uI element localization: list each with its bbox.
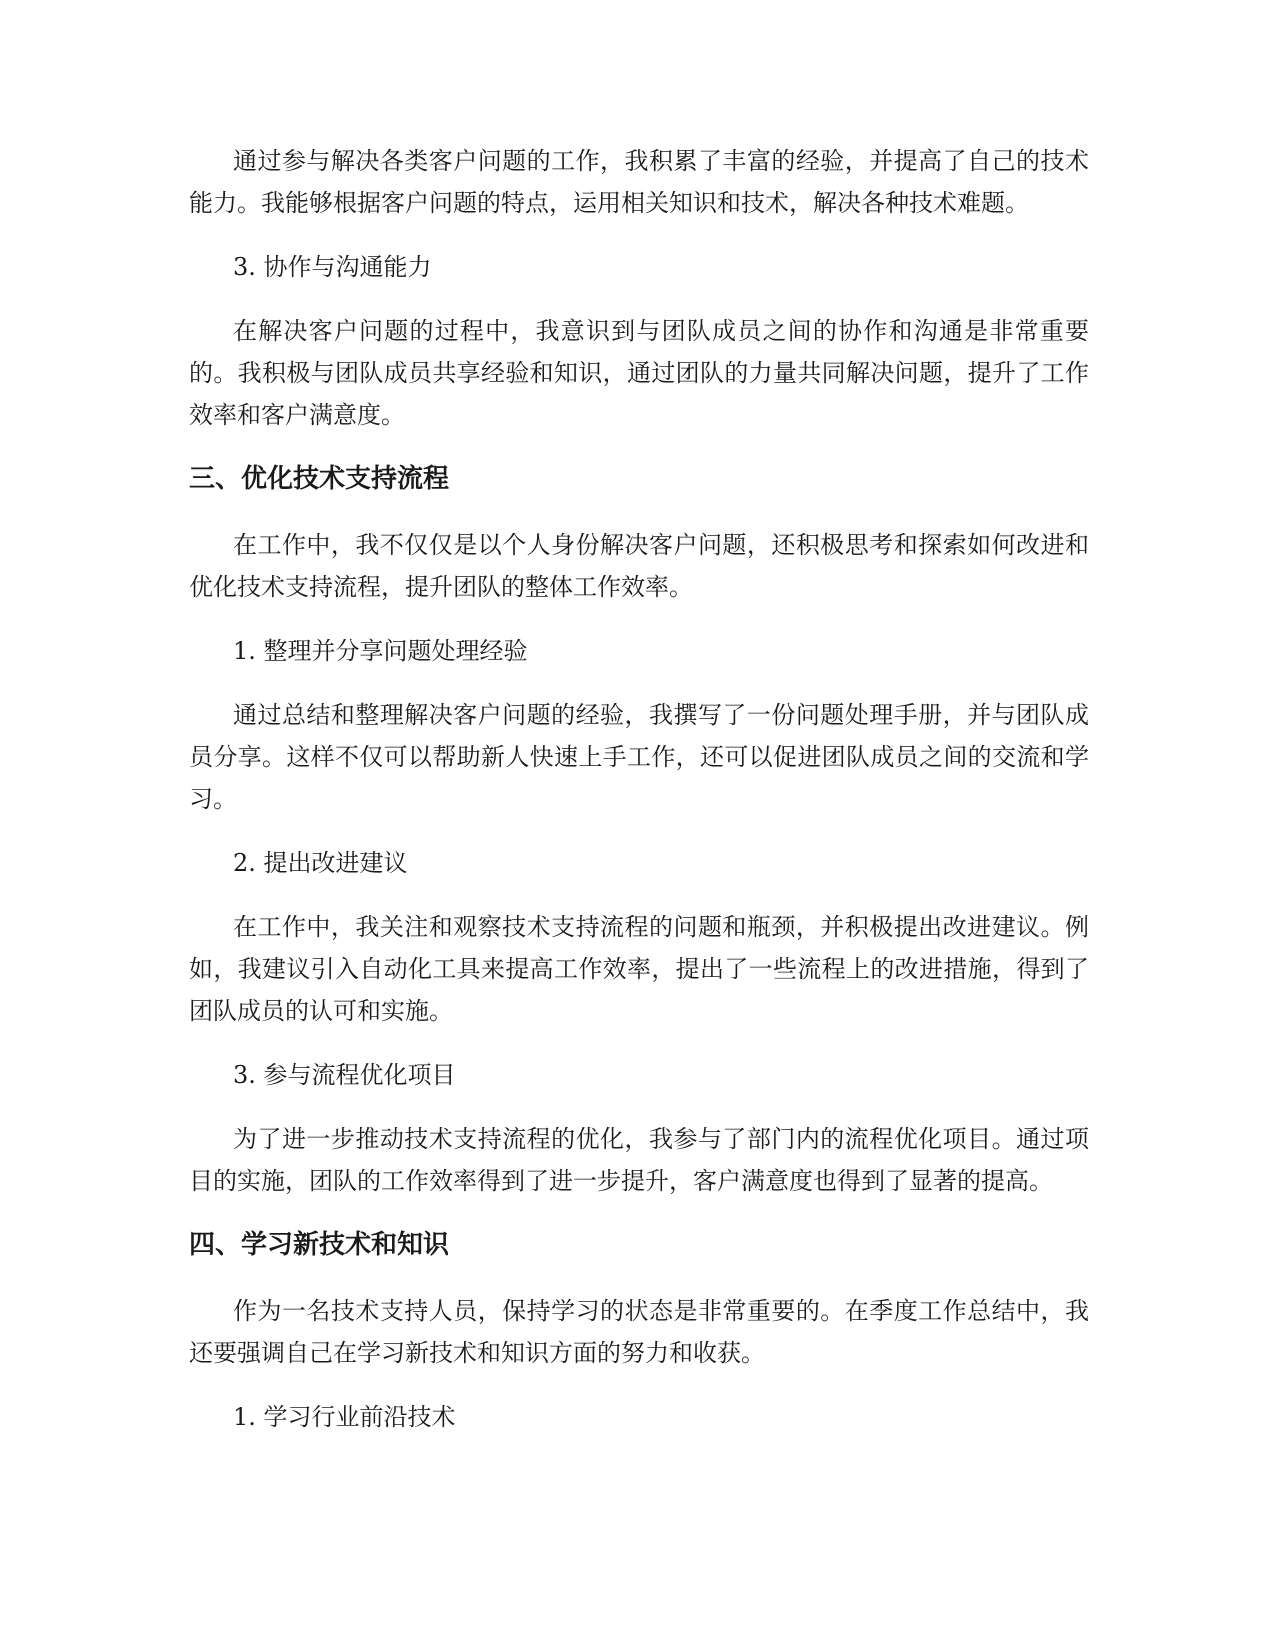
section-heading-learning: 四、学习新技术和知识 [189, 1230, 450, 1260]
paragraph-optimization-project: 为了进一步推动技术支持流程的优化，我参与了部门内的流程优化项目。通过项目的实施，团队的工作效率得到了进一步提升，客户满意度也得到了显著的提高。 [189, 1125, 1089, 1195]
paragraph-optimize-intro: 在工作中，我不仅仅是以个人身份解决客户问题，还积极思考和探索如何改进和优化技术支持流程，提升团队的整体工作效率。 [189, 531, 1089, 601]
paragraph-collaboration: 在解决客户问题的过程中，我意识到与团队成员之间的协作和沟通是非常重要的。我积极与团队成员共享经验和知识，通过团队的力量共同解决问题，提升了工作效率和客户满意度。 [189, 317, 1089, 429]
list-item-share-experience: 1. 整理并分享问题处理经验 [233, 637, 528, 665]
paragraph-share-experience: 通过总结和整理解决客户问题的经验，我撰写了一份问题处理手册，并与团队成员分享。这样不仅可以帮助新人快速上手工作，还可以促进团队成员之间的交流和学习。 [189, 701, 1089, 813]
section-heading-optimize-process: 三、优化技术支持流程 [189, 464, 450, 494]
document-body [189, 140, 1089, 1460]
paragraph-learning-intro: 作为一名技术支持人员，保持学习的状态是非常重要的。在季度工作总结中，我还要强调自己在学习新技术和知识方面的努力和收获。 [189, 1297, 1089, 1367]
list-item-frontier-tech: 1. 学习行业前沿技术 [233, 1403, 456, 1431]
list-item-optimization-project: 3. 参与流程优化项目 [233, 1061, 456, 1089]
paragraph-experience: 通过参与解决各类客户问题的工作，我积累了丰富的经验，并提高了自己的技术能力。我能够根据客户问题的特点，运用相关知识和技术，解决各种技术难题。 [189, 147, 1089, 217]
paragraph-suggestions: 在工作中，我关注和观察技术支持流程的问题和瓶颈，并积极提出改进建议。例如，我建议引入自动化工具来提高工作效率，提出了一些流程上的改进措施，得到了团队成员的认可和实施。 [189, 913, 1089, 1025]
list-item-suggestions: 2. 提出改进建议 [233, 849, 408, 877]
list-item-collaboration: 3. 协作与沟通能力 [233, 253, 432, 281]
